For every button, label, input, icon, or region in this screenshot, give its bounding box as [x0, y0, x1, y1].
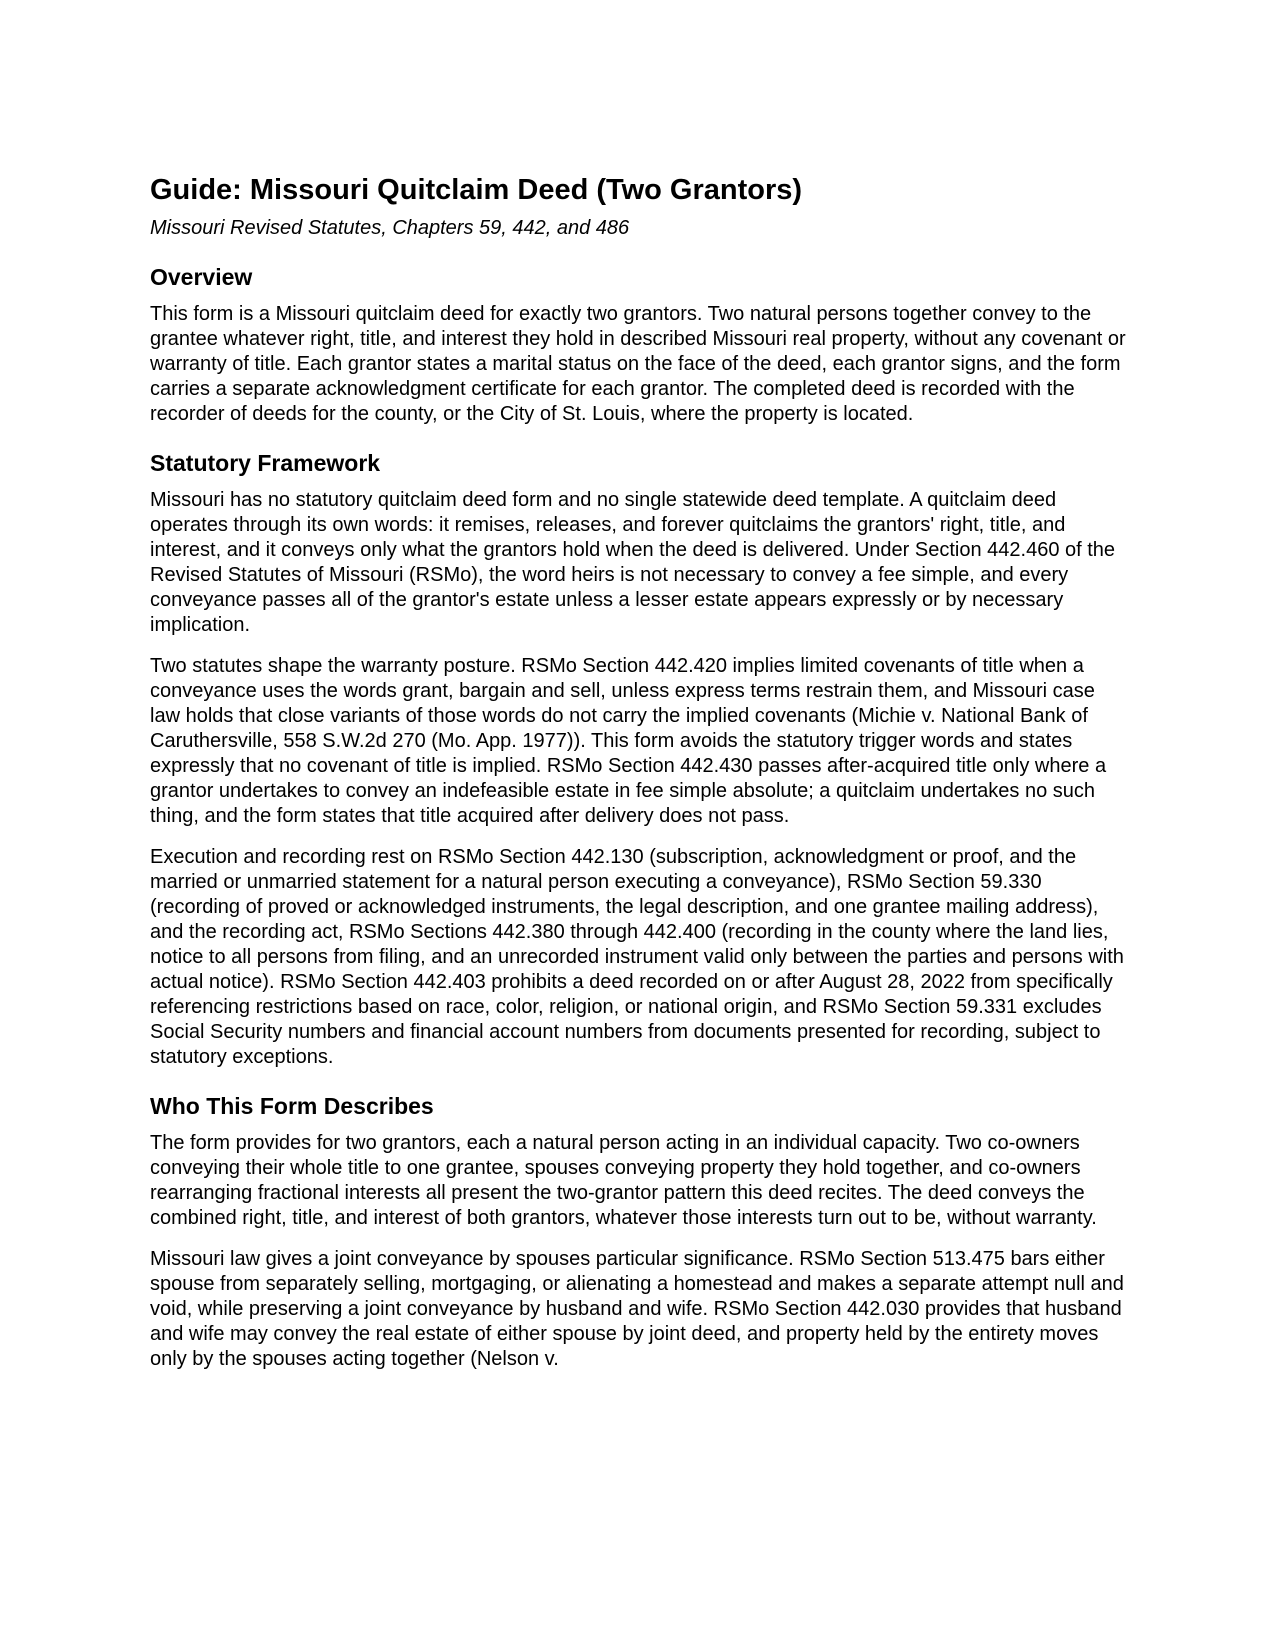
document-page [150, 172, 1130, 1372]
statutory-framework-paragraph-3: Execution and recording rest on RSMo Section 442.130 (subscription, acknowledgment or proof, and the married or unmarried statement for a natural person executing a conveyance), RSMo Section 59.330 (recording of proved or acknowledged instruments, the legal description, and one grantee mailing address), and the recording act, RSMo Sections 442.380 through 442.400 (recording in the county where the land lies, notice to all persons from filing, and an unrecorded instrument valid only between the parties and persons with actual notice). RSMo Section 442.403 prohibits a deed recorded on or after August 28, 2022 from specifically referencing restrictions based on race, color, religion, or national origin, and RSMo Section 59.331 excludes Social Security numbers and financial account numbers from documents presented for recording, subject to statutory exceptions. [150, 845, 1124, 1068]
who-this-form-describes-paragraph-1: The form provides for two grantors, each a natural person acting in an individual capacity. Two co-owners conveying their whole title to one grantee, spouses conveying property they hold together, and co-owners rearranging fractional interests all present the two-grantor pattern this deed recites. The deed conveys the combined right, title, and interest of both grantors, whatever those interests turn out to be, without warranty. [150, 1131, 1097, 1229]
document-title: Guide: Missouri Quitclaim Deed (Two Grantors) [150, 174, 803, 206]
document-subtitle: Missouri Revised Statutes, Chapters 59, 442, and 486 [150, 217, 630, 240]
section-heading-statutory-framework: Statutory Framework [150, 450, 381, 476]
who-this-form-describes-paragraph-2: Missouri law gives a joint conveyance by spouses particular significance. RSMo Section 513.475 bars either spouse from separately selling, mortgaging, or alienating a homestead and makes a separate attempt null and void, while preserving a joint conveyance by husband and wife. RSMo Section 442.030 provides that husband and wife may convey the real estate of either spouse by joint deed, and property held by the entirety moves only by the spouses acting together (Nelson v. [150, 1247, 1124, 1370]
overview-paragraph-1: This form is a Missouri quitclaim deed for exactly two grantors. Two natural persons together convey to the grantee whatever right, title, and interest they hold in described Missouri real property, without any covenant or warranty of title. Each grantor states a marital status on the face of the deed, each grantor signs, and the form carries a separate acknowledgment certificate for each grantor. The completed deed is recorded with the recorder of deeds for the county, or the City of St. Louis, where the property is located. [150, 303, 1126, 425]
statutory-framework-paragraph-2: Two statutes shape the warranty posture. RSMo Section 442.420 implies limited covenants of title when a conveyance uses the words grant, bargain and sell, unless express terms restrain them, and Missouri case law holds that close variants of those words do not carry the implied covenants (Michie v. National Bank of Caruthersville, 558 S.W.2d 270 (Mo. App. 1977)). This form avoids the statutory trigger words and states expressly that no covenant of title is implied. RSMo Section 442.430 passes after-acquired title only where a grantor undertakes to convey an indefeasible estate in fee simple absolute; a quitclaim undertakes no such thing, and the form states that title acquired after delivery does not pass. [150, 654, 1107, 827]
section-heading-overview: Overview [150, 264, 253, 291]
section-heading-who-this-form-describes: Who This Form Describes [150, 1092, 434, 1119]
statutory-framework-paragraph-1: Missouri has no statutory quitclaim deed form and no single statewide deed template. A quitclaim deed operates through its own words: it remises, releases, and forever quitclaims the grantors' right, title, and interest, and it conveys only what the grantors hold when the deed is delivered. Under Section 442.460 of the Revised Statutes of Missouri (RSMo), the word heirs is not necessary to convey a fee simple, and every conveyance passes all of the grantor's estate unless a lesser estate appears expressly or by necessary implication. [150, 488, 1116, 636]
